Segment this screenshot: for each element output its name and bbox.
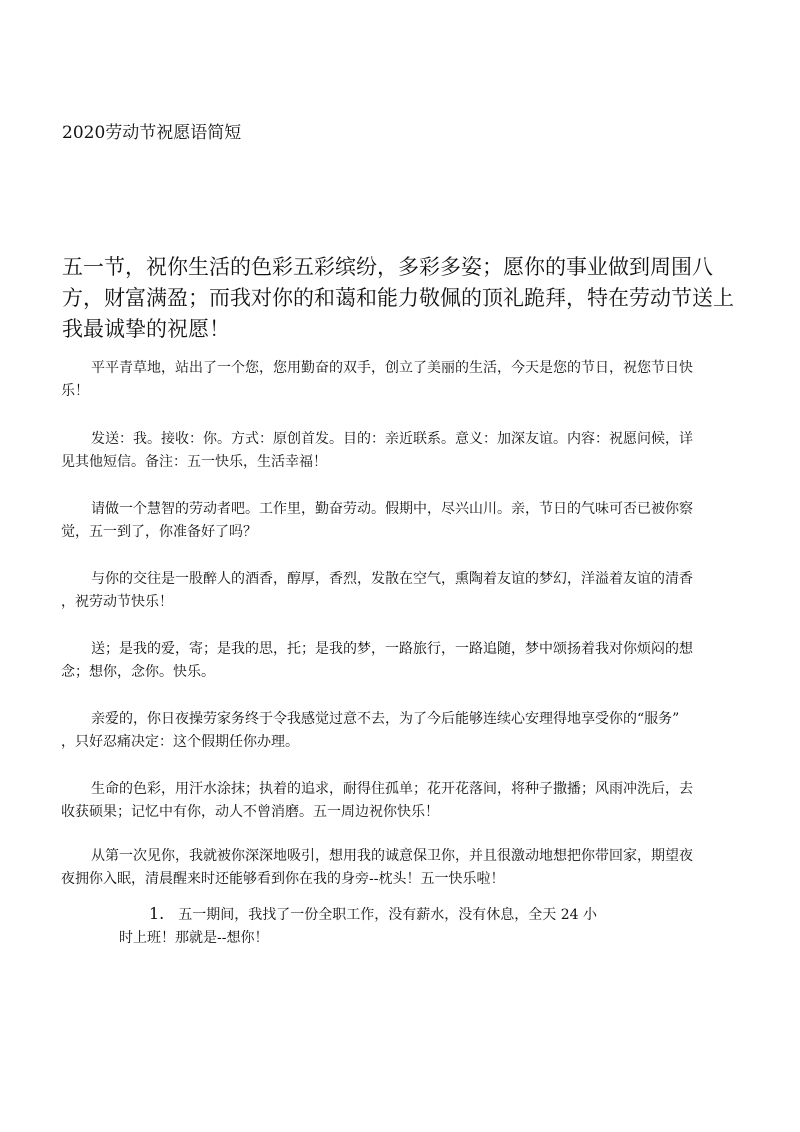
numbered-list-item xyxy=(119,902,649,950)
paragraph-line: 夜拥你入眠，清晨醒来时还能够看到你在我的身旁--枕头！五一快乐啦！ xyxy=(61,871,505,887)
paragraph-line: 见其他短信。备注：五一快乐，生活幸福！ xyxy=(61,454,327,470)
paragraph-line: 与你的交往是一股醉人的酒香，醇厚，香烈，发散在空气，熏陶着友谊的梦幻，洋溢着友谊的清香 xyxy=(91,571,693,587)
list-number: 1. xyxy=(149,904,165,923)
paragraph xyxy=(61,778,739,824)
paragraph xyxy=(61,708,739,754)
paragraph xyxy=(61,638,739,684)
paragraph xyxy=(61,428,739,474)
lead-paragraph: 五一节，祝你生活的色彩五彩缤纷，多彩多姿；愿你的事业做到周围八方，财富满盈；而我对你的和蔼和能力敬佩的顶礼跪拜，特在劳动节送上我最诚挚的祝愿！ xyxy=(62,255,734,341)
paragraph-line: 生命的色彩，用汗水涂抹；执着的追求，耐得住孤单；花开花落间，将种子撒播；风雨冲洗后，去 xyxy=(91,781,693,797)
document-title: 2020劳动节祝愿语简短 xyxy=(62,123,242,143)
paragraph xyxy=(61,845,739,891)
paragraph-line: 收获硕果；记忆中有你，动人不曾消磨。五一周边祝你快乐！ xyxy=(61,804,439,820)
paragraph-line: ，祝劳动节快乐！ xyxy=(61,594,173,610)
paragraph-line: 觉，五一到了，你准备好了吗？ xyxy=(61,524,257,540)
paragraph-line: 从第一次见你，我就被你深深地吸引，想用我的诚意保卫你，并且很激动地想把你带回家，期望夜 xyxy=(91,848,693,864)
paragraph-line: 发送：我。接收：你。方式：原创首发。目的：亲近联系。意义：加深友谊。内容：祝愿问候，详 xyxy=(91,431,693,447)
paragraph-line: 送；是我的爱，寄；是我的思，托；是我的梦，一路旅行，一路追随，梦中颂扬着我对你烦闷的想 xyxy=(91,641,693,657)
list-item-text: 时上班！那就是--想你！ xyxy=(119,930,269,946)
list-item-text: 五一期间，我找了一份全职工作，没有薪水，没有休息，全天 24 小 xyxy=(178,907,597,923)
paragraph-line: 平平青草地，站出了一个您，您用勤奋的双手，创立了美丽的生活，今天是您的节日，祝您节日快 xyxy=(91,360,693,376)
paragraph-line: ，只好忍痛决定：这个假期任你办理。 xyxy=(61,734,299,750)
paragraph-line: 亲爱的，你日夜操劳家务终于令我感觉过意不去，为了今后能够连续心安理得地享受你的“服务” xyxy=(91,711,680,727)
paragraph-line: 念；想你，念你。快乐。 xyxy=(61,664,215,680)
paragraph-line: 请做一个慧智的劳动者吧。工作里，勤奋劳动。假期中，尽兴山川。亲，节日的气味可否已被你察 xyxy=(91,501,693,517)
paragraph xyxy=(61,498,739,544)
paragraph xyxy=(61,357,739,403)
paragraph xyxy=(61,568,739,614)
paragraph-line: 乐！ xyxy=(61,383,89,399)
